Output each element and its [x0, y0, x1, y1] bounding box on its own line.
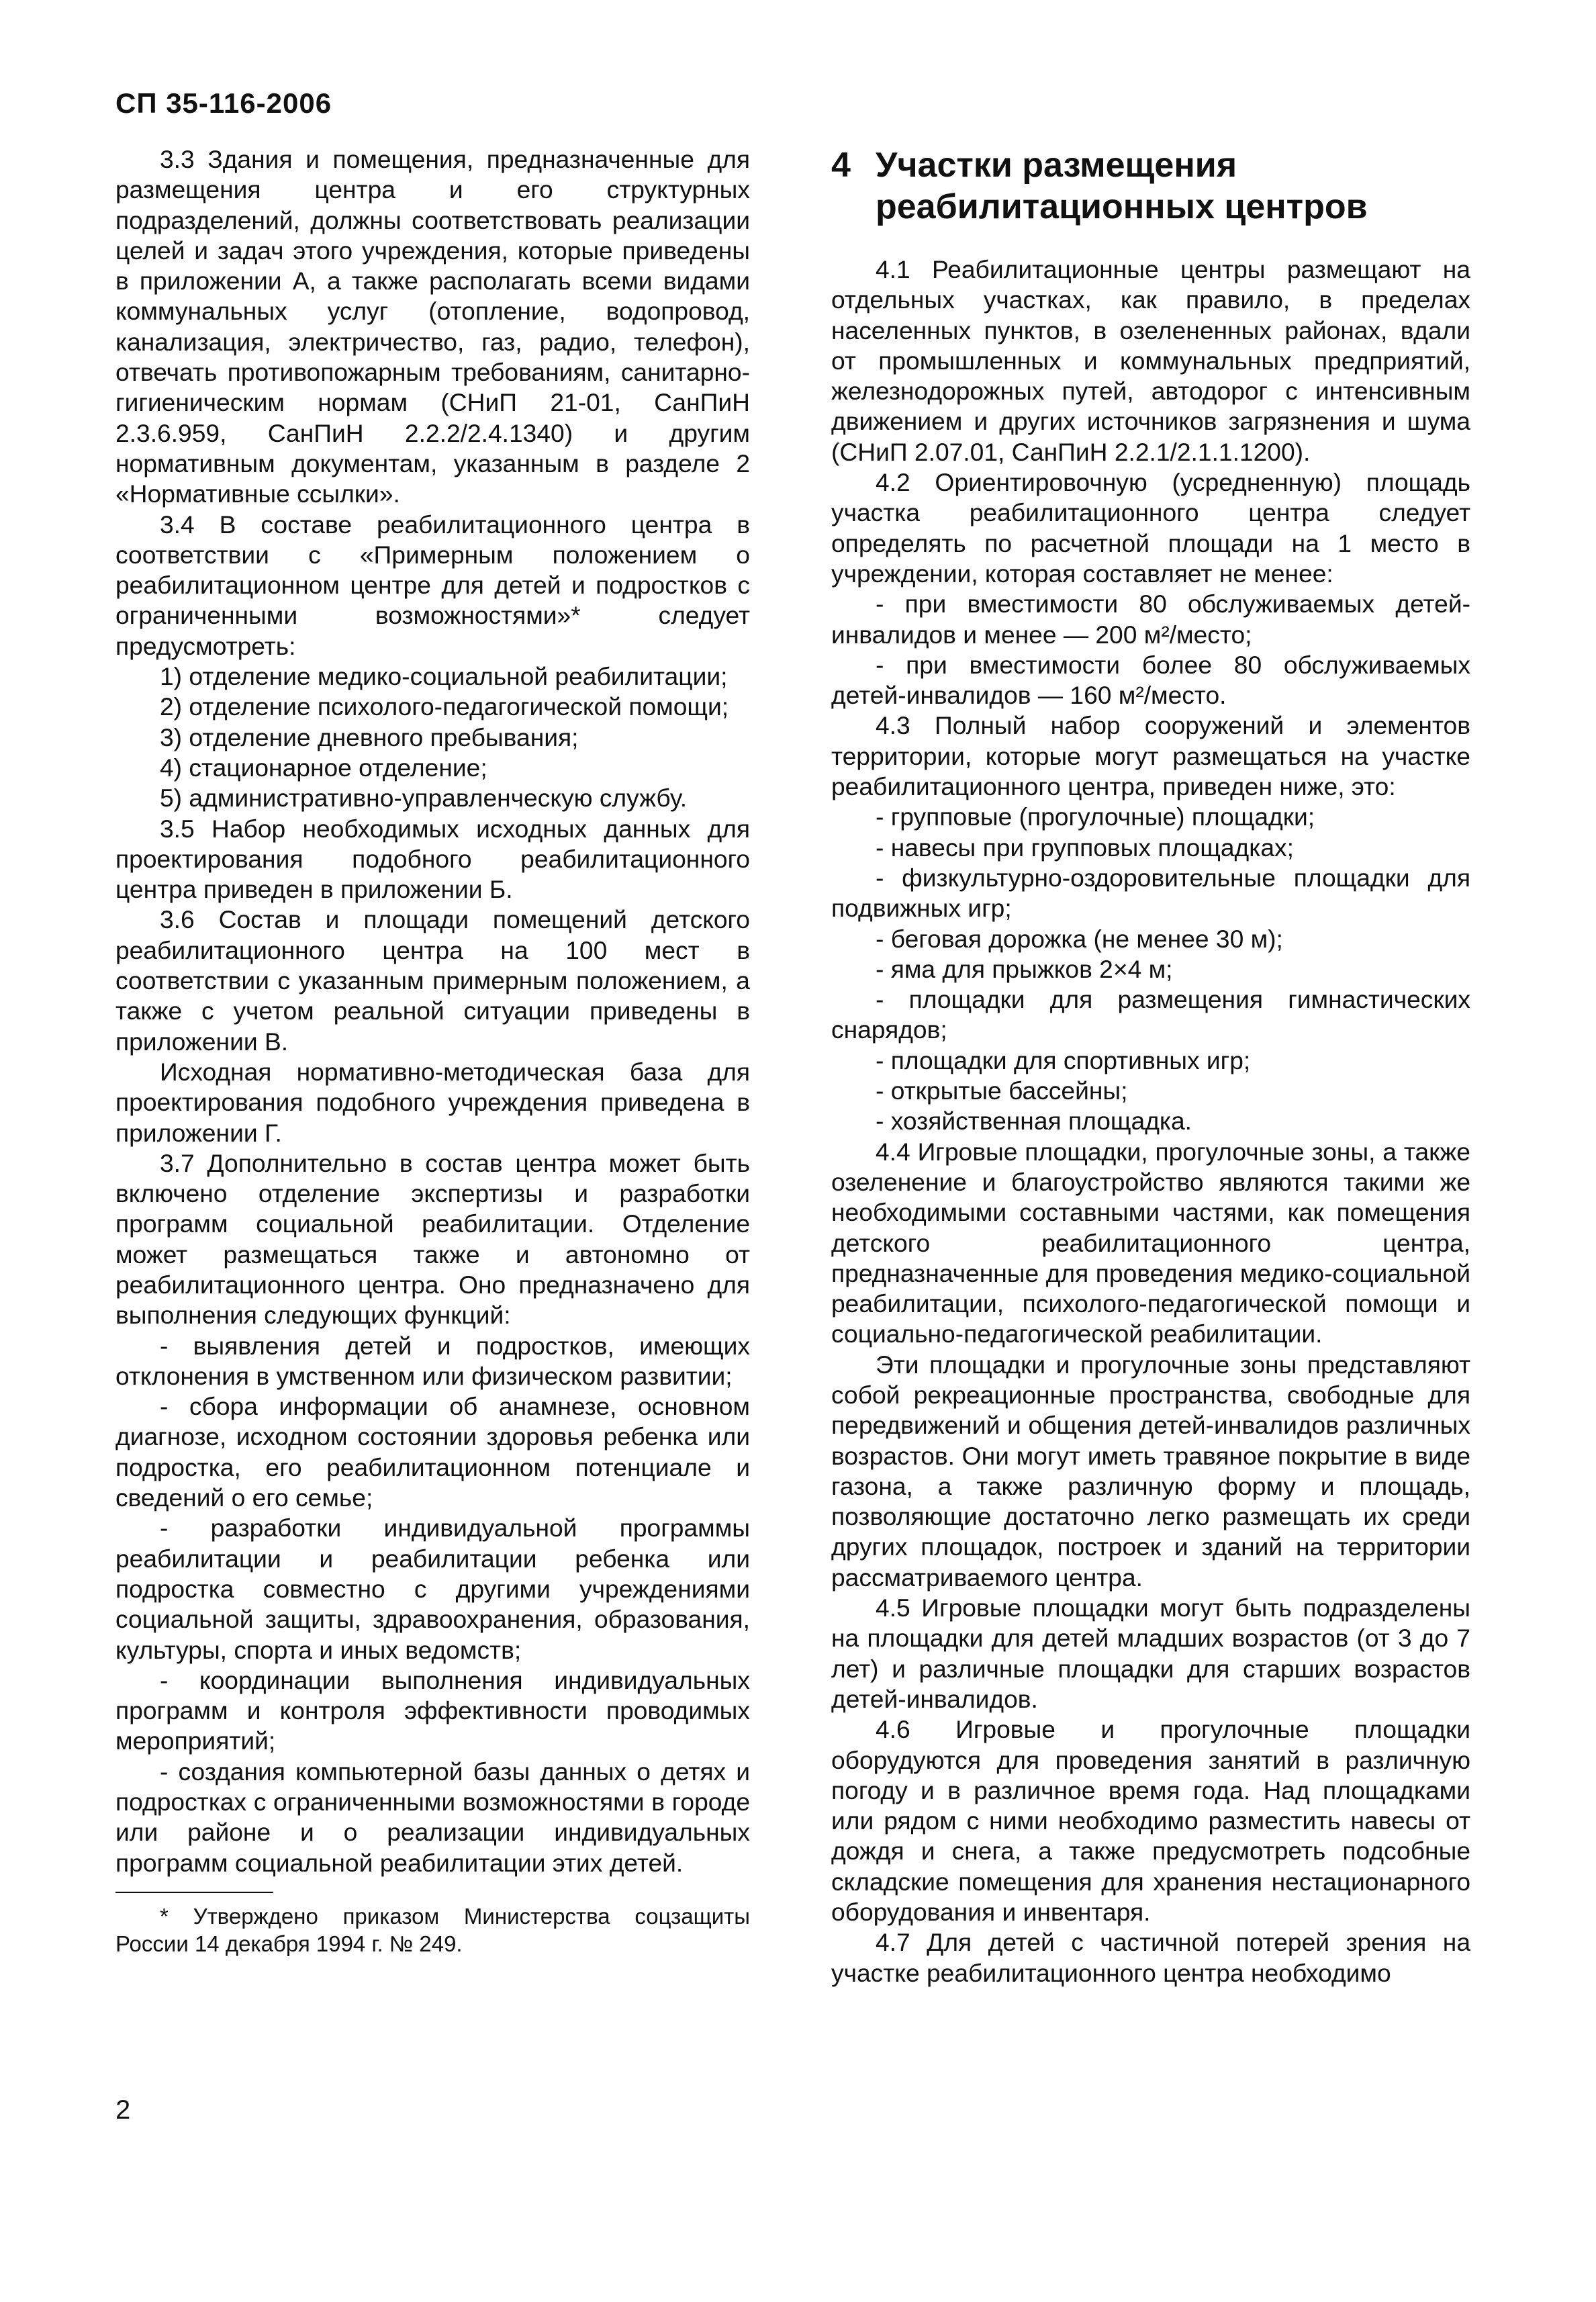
list-item: - беговая дорожка (не менее 30 м); — [876, 924, 1283, 953]
list-item: - яма для прыжков 2×4 м; — [876, 954, 1173, 983]
section-heading — [831, 144, 1470, 228]
paragraph-4-6: 4.6 Игровые и прогулочные площадки оборудуются для проведения занятий в различную погоду и в различное время года. Над площадками или рядом с ними необходимо разместить навесы от дождя и снега, а также предусмотреть подсобные складские помещения для хранения нестационарного оборудования и инвентаря. — [831, 1715, 1470, 1927]
paragraph-base: Исходная нормативно-методическая база для проектирования подобного учреждения приведена в приложении Г. — [115, 1057, 750, 1147]
list-item: - групповые (прогулочные) площадки; — [876, 802, 1315, 831]
document-code-header: СП 35-116-2006 — [115, 87, 332, 119]
list-item: - хозяйственная площадка. — [876, 1107, 1192, 1136]
list-item: 2) отделение психолого-педагогической помощи; — [160, 692, 729, 721]
paragraph-4-7: 4.7 Для детей с частичной потерей зрения на участке реабилитационного центра необходимо — [831, 1928, 1470, 1987]
paragraph-3-5: 3.5 Набор необходимых исходных данных для проектирования подобного реабилитационного центра приведен в приложении Б. — [115, 814, 750, 904]
list-item: - площадки для спортивных игр; — [876, 1046, 1251, 1074]
section-number: 4 — [831, 146, 851, 185]
paragraph-4-1: 4.1 Реабилитационные центры размещают на отдельных участках, как правило, в пределах населенных пунктов, в озелененных районах, вдали от промышленных и коммунальных предприятий, железнодорожных путей, автодорог с интенсивным движением и других источников загрязнения и шума (СНиП 2.07.01, СанПиН 2.2.1/2.1.1.1200). — [831, 255, 1470, 466]
paragraph-zones: Эти площадки и прогулочные зоны представляют собой рекреационные пространства, свободные для передвижений и общения детей-инвалидов различных возрастов. Они могут иметь травяное покрытие в виде газона, а также различную форму и площадь, позволяющие достаточно легко размещать их среди других площадок, построек и зданий на территории рассматриваемого центра. — [831, 1350, 1470, 1592]
paragraph-4-2: 4.2 Ориентировочную (усредненную) площадь участка реабилитационного центра следует определять по расчетной площади на 1 место в учреждении, которая составляет не менее: — [831, 468, 1470, 588]
paragraph-4-3: 4.3 Полный набор сооружений и элементов территории, которые могут размещаться на участке реабилитационного центра, приведен ниже, это: — [831, 711, 1470, 801]
list-item: - физкультурно-оздоровительные площадки для подвижных игр; — [831, 863, 1470, 923]
list-item: - навесы при групповых площадках; — [876, 833, 1294, 862]
paragraph-4-5: 4.5 Игровые площадки могут быть подразделены на площадки для детей младших возрастов (от 3 до 7 лет) и различные площадки для старших возрастов детей-инвалидов. — [831, 1594, 1470, 1713]
section-title: Участки размещения реабилитационных центров — [876, 146, 1368, 226]
list-item: 5) административно-управленческую службу. — [160, 784, 688, 813]
page-number: 2 — [115, 2095, 131, 2125]
list-item: 3) отделение дневного пребывания; — [160, 723, 579, 751]
list-item: - при вместимости более 80 обслуживаемых детей-инвалидов — 160 м²/место. — [831, 650, 1470, 710]
list-item: 4) стационарное отделение; — [160, 753, 487, 782]
list-item: - координации выполнения индивидуальных программ и контроля эффективности проводимых мероприятий; — [115, 1665, 750, 1755]
list-item: 1) отделение медико-социальной реабилитации; — [160, 662, 728, 691]
paragraph-3-3: 3.3 Здания и помещения, предназначенные для размещения центра и его структурных подразделений, должны соответствовать реализации целей и задач этого учреждения, которые приведены в приложении А, а также располагать всеми видами коммунальных услуг (отопление, водопровод, канализация, электричество, газ, радио, телефон), отвечать противопожарным требованиям, санитарно-гигиеническим нормам (СНиП 21-01, СанПиН 2.3.6.959, СанПиН 2.2.2/2.4.1340) и другим нормативным документам, указанным в разделе 2 «Нормативные ссылки». — [115, 145, 750, 508]
list-item: - открытые бассейны; — [876, 1076, 1128, 1105]
left-column — [115, 144, 750, 1958]
footnote-divider — [115, 1892, 273, 1893]
paragraph-4-4: 4.4 Игровые площадки, прогулочные зоны, а также озеленение и благоустройство являются такими же необходимыми составными частями, как помещения детского реабилитационного центра, предназначенные для проведения медико-социальной реабилитации, психолого-педагогической помощи и социально-педагогической реабилитации. — [831, 1137, 1470, 1348]
list-item: - выявления детей и подростков, имеющих отклонения в умственном или физическом развитии; — [115, 1331, 750, 1390]
paragraph-3-4: 3.4 В составе реабилитационного центра в соответствии с «Примерным положением о реабилитационном центре для детей и подростков с ограниченными возможностями»* следует предусмотреть: — [115, 510, 750, 660]
footnote: * Утверждено приказом Министерства соцзащиты России 14 декабря 1994 г. № 249. — [115, 1903, 750, 1956]
paragraph-3-6: 3.6 Состав и площади помещений детского реабилитационного центра на 100 мест в соответствии с указанным примерным положением, а также с учетом реальной ситуации приведены в приложении В. — [115, 905, 750, 1056]
right-column — [831, 144, 1470, 1988]
list-item: - разработки индивидуальной программы реабилитации и реабилитации ребенка или подростка совместно с другими учреждениями социальной защиты, здравоохранения, образования, культуры, спорта и иных ведомств; — [115, 1514, 750, 1664]
list-item: - при вместимости 80 обслуживаемых детей-инвалидов и менее — 200 м²/место; — [831, 590, 1470, 649]
paragraph-3-7: 3.7 Дополнительно в состав центра может быть включено отделение экспертизы и разработки программ социальной реабилитации. Отделение может размещаться также и автономно от реабилитационного центра. Оно предназначено для выполнения следующих функций: — [115, 1148, 750, 1330]
list-item: - создания компьютерной базы данных о детях и подростках с ограниченными возможностями в городе или районе и о реализации индивидуальных программ социальной реабилитации этих детей. — [115, 1757, 750, 1877]
list-item: - сбора информации об анамнезе, основном диагнозе, исходном состоянии здоровья ребенка или подростка, его реабилитационном потенциале и сведений о его семье; — [115, 1392, 750, 1512]
list-item: - площадки для размещения гимнастических снарядов; — [831, 985, 1470, 1044]
